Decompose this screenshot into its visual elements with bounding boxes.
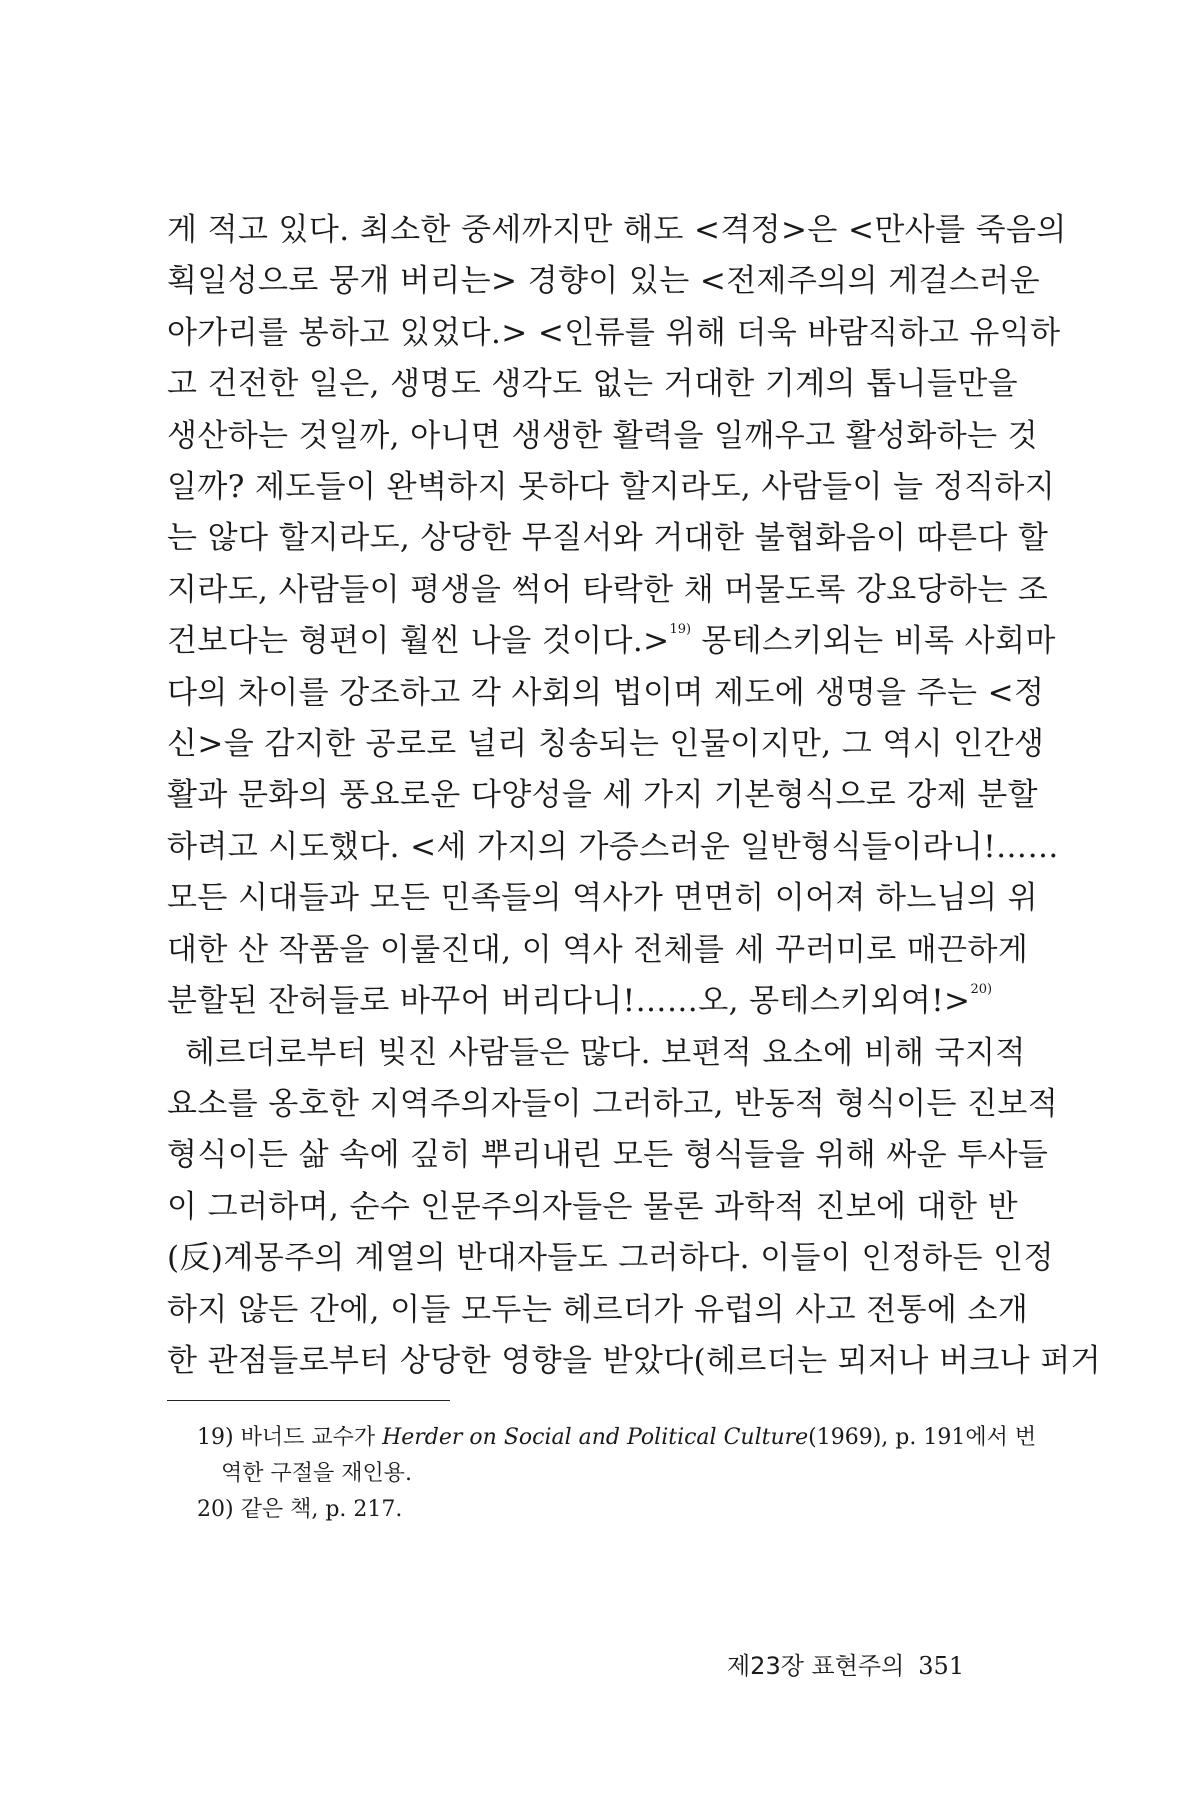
text-line: 고 건전한 일은, 생명도 생각도 없는 거대한 기계의 톱니들만을: [167, 366, 1018, 403]
footnote-number: 19): [197, 1425, 234, 1450]
text-line: 형식이든 삶 속에 깊히 뿌리내린 모든 형식들을 위해 싸운 투사들: [167, 1137, 1049, 1174]
text-line: 일까? 제도들이 완벽하지 못하다 할지라도, 사람들이 늘 정직하지: [167, 469, 1056, 506]
text-line: 지라도, 사람들이 평생을 썩어 타락한 채 머물도록 강요당하는 조: [167, 571, 1049, 608]
text-line: 게 적고 있다. 최소한 중세까지만 해도 <격정>은 <만사를 죽음의: [167, 212, 1067, 248]
paragraph-2: [167, 1028, 1101, 1388]
text-line: (反)계몽주의 계열의 반대자들도 그러하다. 이들이 인정하든 인정: [167, 1240, 1054, 1277]
text-line: 대한 산 작품을 이룰진대, 이 역사 전체를 세 꾸러미로 매끈하게: [167, 931, 1029, 968]
footnote-book-title: Herder on Social and Political Culture: [382, 1425, 809, 1450]
text-line: 다의 차이를 강조하고 각 사회의 법이며 제도에 생명을 주는 <정: [167, 674, 1045, 711]
text-line-with-footnote: [167, 616, 1056, 667]
text-line: 생산하는 것일까, 아니면 생생한 활력을 일깨우고 활성화하는 것: [167, 417, 1039, 454]
footnote-reference-19: 19): [669, 622, 692, 638]
text-line: 획일성으로 뭉개 버리는> 경향이 있는 <전제주의의 게걸스러운: [167, 263, 1040, 300]
text-line: 하지 않든 간에, 이들 모두는 헤르더가 유럽의 사고 전통에 소개: [167, 1291, 1029, 1328]
text-line: 는 않다 할지라도, 상당한 무질서와 거대한 불협화음이 따른다 할: [167, 520, 1049, 557]
text-line: 헤르더로부터 빚진 사람들은 많다. 보편적 요소에 비해 국지적: [185, 1034, 1026, 1071]
footnote-number: 20): [197, 1497, 234, 1522]
text-line: 모든 시대들과 모든 민족들의 역사가 면면히 이어져 하느님의 위: [167, 880, 1039, 917]
text-line: 요소를 옹호한 지역주의자들이 그러하고, 반동적 형식이든 진보적: [167, 1085, 1059, 1122]
text-fragment: 건보다는 형편이 훨씬 나을 것이다.>: [167, 623, 670, 660]
chapter-title: 제23장 표현주의: [727, 1652, 905, 1680]
text-line: 아가리를 봉하고 있었다.> <인류를 위해 더욱 바람직하고 유익하: [167, 314, 1061, 351]
footnotes: [197, 1420, 1037, 1528]
text-line: 이 그러하며, 순수 인문주의자들은 물론 과학적 진보에 대한 반: [167, 1188, 1018, 1225]
footnote-20: [197, 1492, 1017, 1528]
text-line: 신>을 감지한 공로로 널리 칭송되는 인물이지만, 그 역시 인간생: [167, 726, 1045, 763]
footnote-text: 같은 책, p. 217.: [240, 1497, 403, 1522]
body-text: [167, 205, 1101, 1387]
running-footer: [727, 1646, 964, 1681]
text-line: 한 관점들로부터 상당한 영향을 받았다(헤르더는 뫼저나 버크나 퍼거: [167, 1342, 1101, 1379]
footnote-reference-20: 20): [970, 982, 993, 998]
footnote-19: [197, 1420, 1037, 1492]
text-line: 하려고 시도했다. <세 가지의 가증스러운 일반형식들이라니!……: [167, 828, 1059, 865]
page-number: 351: [918, 1652, 965, 1680]
text-fragment: 몽테스키외는 비록 사회마: [691, 623, 1056, 660]
paragraph-1: [167, 205, 1067, 1028]
footnote-text: 바너드 교수가: [240, 1425, 383, 1450]
footnote-continuation: 역한 구절을 재인용.: [221, 1461, 412, 1486]
text-fragment: 분할된 잔허들로 바꾸어 버리다니!……오, 몽테스키외여!>: [167, 983, 971, 1020]
footnote-divider: [167, 1400, 450, 1401]
footnote-text: (1969), p. 191에서 번: [808, 1425, 1037, 1450]
text-line: 활과 문화의 풍요로운 다양성을 세 가지 기본형식으로 강제 분할: [167, 777, 1039, 814]
text-line-with-footnote: [167, 976, 1015, 1027]
